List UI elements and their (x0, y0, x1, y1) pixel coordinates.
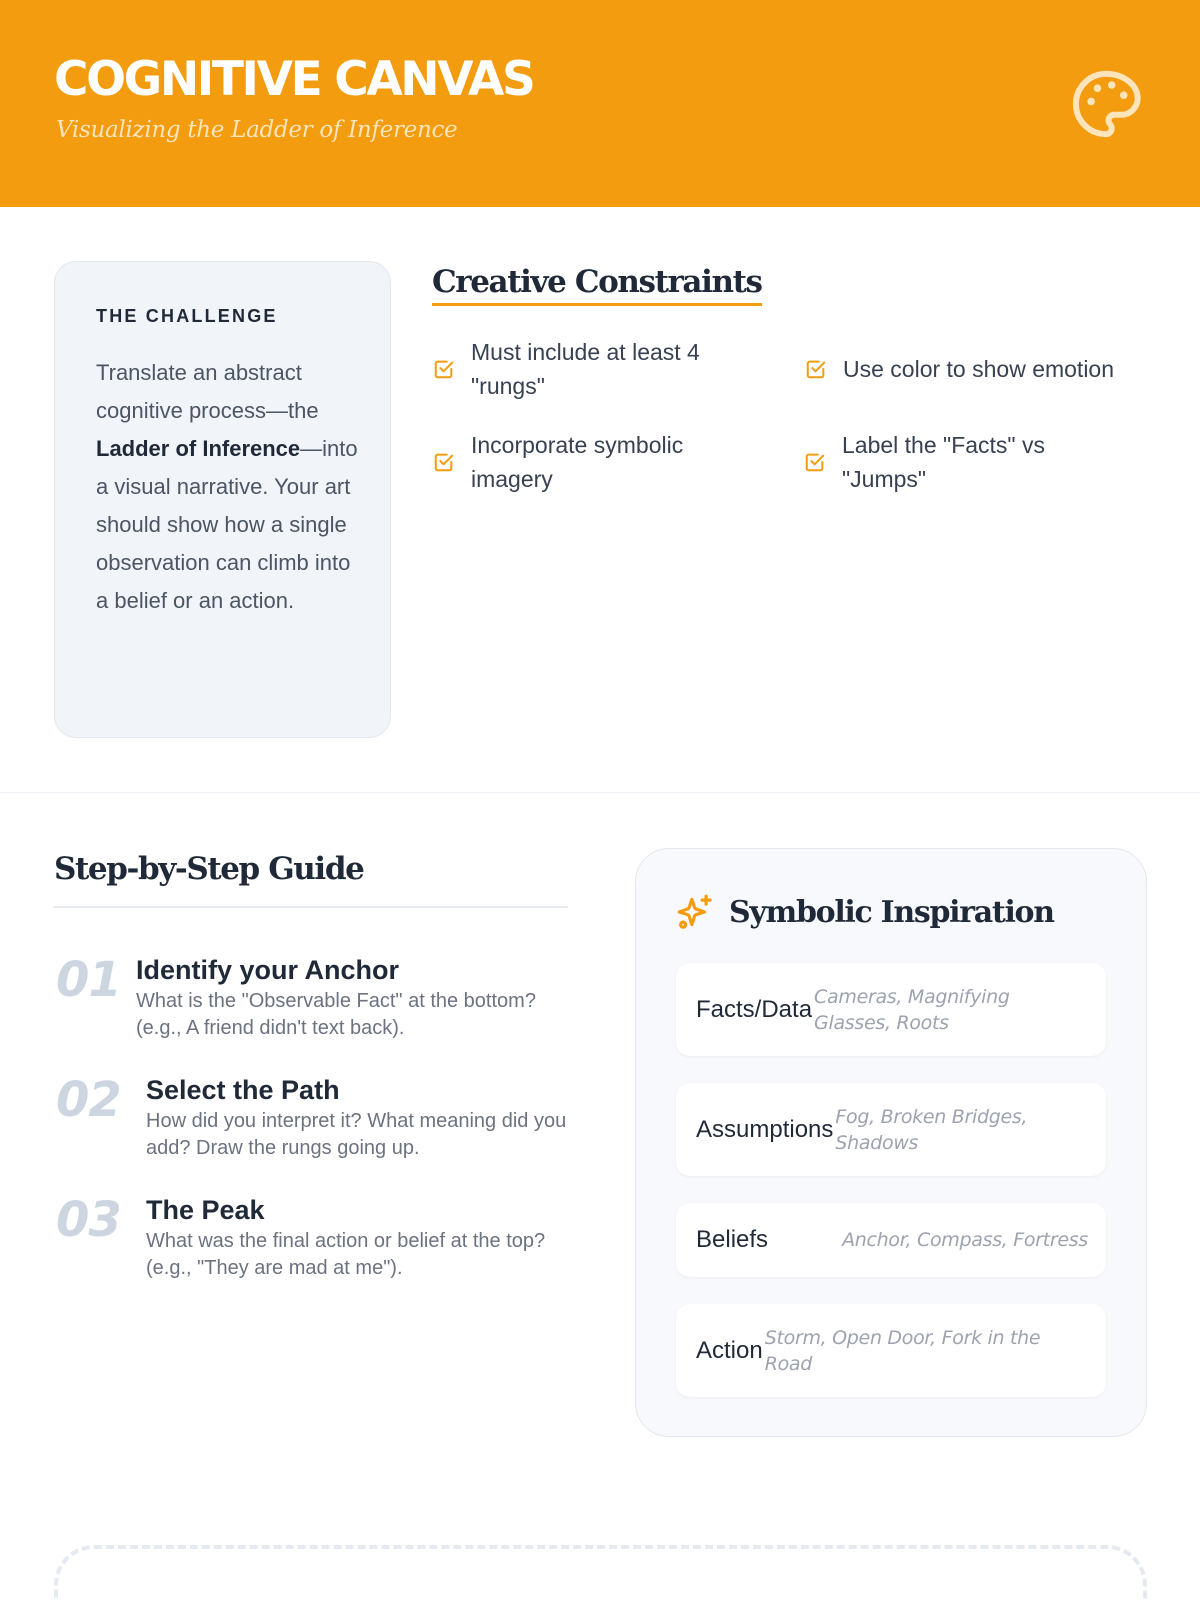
guide-title: Step-by-Step Guide (54, 851, 364, 887)
guide-divider (54, 906, 568, 908)
check-square-icon (805, 358, 827, 380)
constraint-text: Use color to show emotion (843, 356, 1115, 382)
inspiration-card (635, 848, 1147, 1437)
step-description: What was the final action or belief at the top? (e.g., "They are mad at me"). (146, 1230, 546, 1279)
step-title: Identify your Anchor (136, 955, 400, 985)
row-value: Cameras, Magnifying Glasses, Roots (814, 985, 1010, 1034)
page-subtitle: Visualizing the Ladder of Inference (56, 117, 458, 143)
challenge-text-bold: Ladder of Inference (96, 436, 301, 461)
step-body (136, 954, 566, 1042)
sparkles-icon (676, 893, 714, 931)
step-number: 01 (56, 952, 121, 1008)
row-value: Fog, Broken Bridges, Shadows (835, 1105, 1028, 1154)
constraint-item (433, 428, 733, 496)
step-description: How did you interpret it? What meaning did you add? Draw the rungs going up. (146, 1110, 567, 1159)
step-body (146, 1194, 576, 1282)
page-title: COGNITIVE CANVAS (54, 52, 534, 107)
header-banner (0, 0, 1200, 207)
section-divider (0, 792, 1200, 793)
challenge-text (96, 354, 361, 620)
constraint-text: Must include at least 4 "rungs" (471, 339, 700, 399)
inspiration-row (676, 963, 1106, 1056)
row-label: Action (696, 1336, 763, 1364)
constraint-item (805, 352, 1155, 386)
step-description: What is the "Observable Fact" at the bottom? (e.g., A friend didn't text back). (136, 990, 536, 1039)
palette-icon (1068, 66, 1144, 142)
constraints-title: Creative Constraints (432, 264, 762, 306)
check-square-icon (433, 358, 455, 380)
check-square-icon (804, 451, 826, 473)
row-label: Facts/Data (696, 995, 813, 1023)
drawing-area (54, 1545, 1147, 1600)
challenge-text-part: Translate an abstract cognitive process—the (96, 360, 319, 423)
constraint-item (804, 428, 1104, 496)
row-label: Beliefs (696, 1226, 769, 1253)
constraint-text: Incorporate symbolic imagery (471, 432, 684, 492)
step-number: 03 (56, 1192, 121, 1248)
step-number: 02 (56, 1072, 121, 1128)
inspiration-row (676, 1304, 1106, 1397)
challenge-card (54, 261, 391, 738)
challenge-text-part: —into a visual narrative. Your art should show how a single observation can climb into a belief or an action. (96, 436, 358, 613)
row-label: Assumptions (696, 1115, 834, 1143)
step-title: The Peak (146, 1195, 265, 1225)
inspiration-row (676, 1083, 1106, 1176)
check-square-icon (433, 451, 455, 473)
inspiration-row (676, 1203, 1106, 1277)
challenge-label: THE CHALLENGE (96, 306, 278, 326)
row-value: Storm, Open Door, Fork in the Road (764, 1326, 1041, 1375)
constraint-text: Label the "Facts" vs "Jumps" (842, 432, 1045, 492)
row-value: Anchor, Compass, Fortress (842, 1229, 1088, 1251)
constraint-item (433, 335, 733, 403)
step-title: Select the Path (146, 1075, 340, 1105)
step-body (146, 1074, 576, 1162)
inspiration-title: Symbolic Inspiration (729, 895, 1054, 930)
